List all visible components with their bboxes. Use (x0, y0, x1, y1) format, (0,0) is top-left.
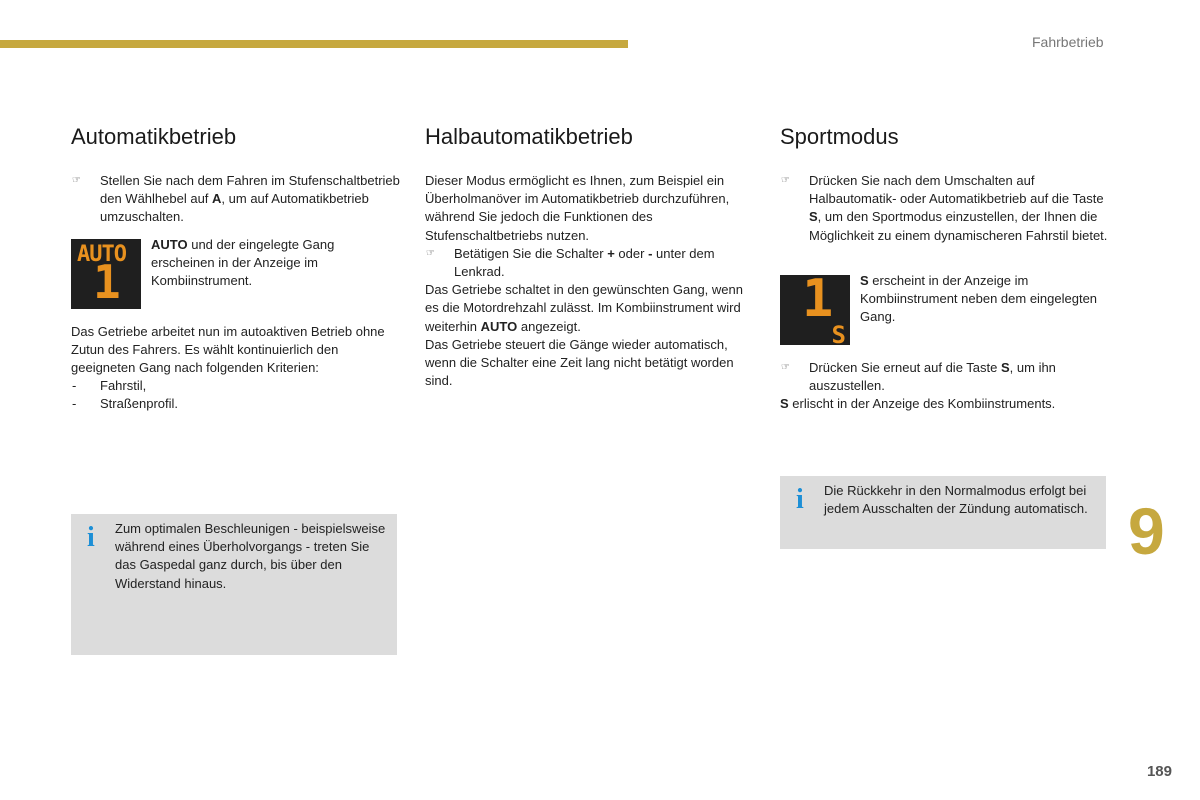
info-text: Die Rückkehr in den Normalmodus erfolgt bei jedem Ausschalten der Zündung automatisch. (824, 483, 1088, 517)
column-halbautomatikbetrieb (425, 124, 755, 390)
display-block-sport (780, 272, 1110, 345)
pointing-hand-icon: ☞ (781, 175, 790, 186)
display-gear: 1 (93, 254, 121, 309)
bullet-bold: A (212, 191, 222, 207)
list-text: Fahrstil, (100, 378, 147, 394)
dash-mark: - (72, 378, 77, 394)
heading-automatikbetrieb: Automatikbetrieb (71, 124, 237, 149)
instrument-display-auto (71, 239, 141, 309)
list-text: Straßenprofil. (100, 396, 179, 412)
bullet-bold: S (1001, 359, 1010, 375)
paragraph-text: Das Getriebe schaltet in den gewünschten Gang, wenn es die Motordrehzahl zulässt. Im Kombiinstrument wird weiterhin (425, 282, 743, 334)
display-caption (860, 272, 1110, 327)
paragraph-text: angezeigt. (517, 318, 581, 334)
paragraph: Das Getriebe steuert die Gänge wieder automatisch, wenn die Schalter eine Zeit lang nicht betätigt worden sind. (425, 336, 734, 389)
bullet-text: , um auf Automatikbetrieb umzuschalten. (100, 191, 369, 225)
top-accent-bar (0, 40, 628, 48)
instruction-bullet (780, 359, 1110, 395)
paragraph (425, 281, 755, 336)
info-box-normalmodus (780, 476, 1106, 549)
bullet-text: unter dem Lenkrad. (454, 245, 715, 280)
info-text: Zum optimalen Beschleunigen - beispielsweise während eines Überholvorgangs - treten Sie das Gaspedal ganz durch, bis über den Widerstand hinaus. (115, 521, 386, 591)
info-box-beschleunigen (71, 514, 397, 655)
bullet-text: , um den Sportmodus einzustellen, der Ihnen die Möglichkeit zu einem dynamischeren Fahrstil bietet. (809, 209, 1108, 243)
paragraph-text: erlischt in der Anzeige des Kombiinstruments. (788, 396, 1056, 412)
dash-mark: - (72, 396, 77, 412)
display-s-label: S (831, 320, 846, 345)
paragraph-bold: AUTO (480, 318, 518, 334)
column-sportmodus (780, 124, 1110, 413)
caption-bold: AUTO (151, 236, 188, 252)
display-auto-label: AUTO (77, 241, 126, 267)
column-automatikbetrieb (71, 124, 401, 414)
paragraph-bold: S (780, 396, 789, 412)
pointing-hand-icon: ☞ (781, 361, 790, 373)
bullet-bold: + (607, 245, 615, 261)
heading-halbautomatikbetrieb: Halbautomatikbetrieb (425, 124, 633, 149)
instruction-bullet (780, 172, 1110, 245)
paragraph: Dieser Modus ermöglicht es Ihnen, zum Beispiel ein Überholmanöver im Automatikbetrieb durchzuführen, während Sie jedoch die Funktionen des Stufenschaltbetriebs nutzen. (425, 173, 730, 243)
pointing-hand-icon: ☞ (72, 175, 81, 186)
instrument-display-sport (780, 275, 850, 345)
bullet-bold: S (809, 209, 818, 225)
display-block-auto (71, 236, 401, 309)
bullet-text: , um ihn auszustellen. (809, 359, 1056, 394)
info-icon: i (796, 484, 804, 515)
bullet-text: Stellen Sie nach dem Fahren im Stufenschaltbetrieb den Wählhebel auf (100, 173, 400, 207)
bullet-text: Betätigen Sie die Schalter (454, 245, 608, 261)
paragraph (780, 395, 1110, 413)
caption-bold: S (860, 272, 869, 288)
paragraph: Das Getriebe arbeitet nun im autoaktiven Betrieb ohne Zutun des Fahrers. Es wählt kontinuierlich den geeigneten Gang nach folgenden Kriterien: (71, 323, 385, 376)
display-caption (151, 236, 401, 291)
chapter-number: 9 (1128, 494, 1165, 568)
bullet-text: oder (614, 245, 649, 261)
bullet-bold: - (648, 245, 653, 261)
pointing-hand-icon: ☞ (426, 247, 435, 259)
list-item (71, 395, 401, 413)
display-gear: 1 (802, 274, 834, 329)
info-icon: i (87, 522, 95, 553)
list-item (71, 377, 401, 395)
caption-text: erscheint in der Anzeige im Kombiinstrument neben dem eingelegten Gang. (860, 272, 1098, 325)
bullet-text: Drücken Sie nach dem Umschalten auf Halbautomatik- oder Automatikbetrieb auf die Taste (809, 173, 1104, 207)
instruction-bullet (425, 245, 755, 281)
bullet-text: Drücken Sie erneut auf die Taste (809, 359, 1001, 375)
section-title: Fahrbetrieb (1032, 34, 1104, 50)
page-number: 189 (1146, 763, 1172, 780)
heading-sportmodus: Sportmodus (780, 124, 899, 149)
instruction-bullet (71, 172, 401, 227)
caption-text: und der eingelegte Gang erscheinen in der Anzeige im Kombiinstrument. (151, 236, 335, 289)
